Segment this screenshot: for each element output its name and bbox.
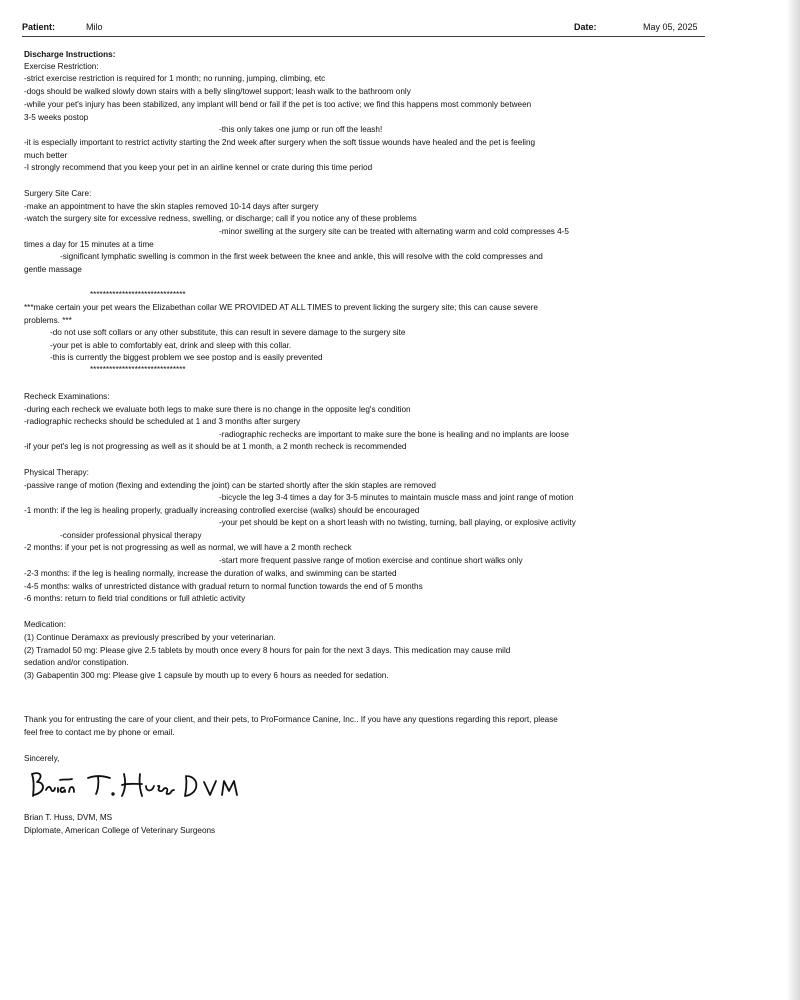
recheck-line: -radiographic rechecks should be scheduled at 1 and 3 months after surgery — [24, 417, 301, 426]
date-label: Date: — [574, 22, 597, 32]
exercise-heading: Exercise Restriction: — [24, 62, 99, 71]
closing-line: feel free to contact me by phone or email. — [24, 728, 175, 737]
therapy-line: -2-3 months: if the leg is healing normally, increase the duration of walks, and swimming can be started — [24, 569, 397, 578]
salutation: Sincerely, — [24, 754, 60, 763]
recheck-line: -if your pet's leg is not progressing as well as it should be at 1 month, a 2 month recheck is recommended — [24, 442, 407, 451]
stars-divider: ****************************** — [90, 290, 186, 299]
surgery-line: gentle massage — [24, 265, 82, 274]
exercise-line: much better — [24, 151, 68, 160]
exercise-line: -dogs should be walked slowly down stairs with a belly sling/towel support; leash walk to the bathroom only — [24, 87, 411, 96]
patient-name: Milo — [86, 22, 103, 32]
therapy-line: -bicycle the leg 3-4 times a day for 3-5 minutes to maintain muscle mass and joint range of motion — [219, 493, 574, 502]
stars-divider: ****************************** — [90, 365, 186, 374]
collar-line: ***make certain your pet wears the Elizabethan collar WE PROVIDED AT ALL TIMES to prevent licking the surgery site; this can cause severe — [24, 303, 538, 312]
doctor-credential: Diplomate, American College of Veterinary Surgeons — [24, 826, 216, 835]
patient-label: Patient: — [22, 22, 56, 32]
collar-line: -do not use soft collars or any other substitute, this can result in severe damage to the surgery site — [50, 328, 406, 337]
date-value: May 05, 2025 — [643, 22, 698, 32]
therapy-line: -4-5 months: walks of unrestricted distance with gradual return to normal function towards the end of 5 months — [24, 582, 423, 591]
surgery-line: -make an appointment to have the skin staples removed 10-14 days after surgery — [24, 202, 319, 211]
surgery-line: -significant lymphatic swelling is common in the first week between the knee and ankle, this will resolve with the cold compresses and — [60, 252, 543, 261]
therapy-heading: Physical Therapy: — [24, 468, 89, 477]
collar-line: -this is currently the biggest problem we see postop and is easily prevented — [50, 353, 323, 362]
therapy-line: -1 month: if the leg is healing properly, gradually increasing controlled exercise (walks) should be encouraged — [24, 506, 420, 515]
therapy-line: -start more frequent passive range of motion exercise and continue short walks only — [219, 556, 523, 565]
exercise-line: 3-5 weeks postop — [24, 113, 89, 122]
exercise-line: -I strongly recommend that you keep your pet in an airline kennel or crate during this time period — [24, 163, 373, 172]
closing-line: Thank you for entrusting the care of your client, and their pets, to ProFormance Canine, Inc.. If you have any questions regarding this report, please — [24, 715, 558, 724]
medication-heading: Medication: — [24, 620, 66, 629]
therapy-line: -consider professional physical therapy — [60, 531, 202, 540]
recheck-line: -radiographic rechecks are important to make sure the bone is healing and no implants are loose — [219, 430, 569, 439]
therapy-line: -2 months: if your pet is not progressing as well as normal, we will have a 2 month recheck — [24, 543, 352, 552]
exercise-line: -it is especially important to restrict activity starting the 2nd week after surgery when the soft tissue wounds have healed and the pet is feeling — [24, 138, 536, 147]
doctor-name: Brian T. Huss, DVM, MS — [24, 813, 113, 822]
recheck-line: -during each recheck we evaluate both legs to make sure there is no change in the opposite leg's condition — [24, 405, 411, 414]
header-divider — [22, 36, 705, 37]
document-title: Discharge Instructions: — [24, 50, 116, 59]
page-edge-shadow — [786, 0, 800, 1000]
surgery-heading: Surgery Site Care: — [24, 189, 92, 198]
signature — [28, 768, 248, 802]
therapy-line: -your pet should be kept on a short leash with no twisting, turning, ball playing, or explosive activity — [219, 518, 576, 527]
medication-line: (1) Continue Deramaxx as previously prescribed by your veterinarian. — [24, 633, 276, 642]
recheck-heading: Recheck Examinations: — [24, 392, 110, 401]
exercise-line: -this only takes one jump or run off the leash! — [219, 125, 383, 134]
medication-line: sedation and/or constipation. — [24, 658, 129, 667]
collar-line: -your pet is able to comfortably eat, drink and sleep with this collar. — [50, 341, 292, 350]
exercise-line: -while your pet's injury has been stabilized, any implant will bend or fail if the pet is too active; we find this happens most commonly between — [24, 100, 532, 109]
medication-line: (3) Gabapentin 300 mg: Please give 1 capsule by mouth up to every 6 hours as needed for sedation. — [24, 671, 389, 680]
surgery-line: -watch the surgery site for excessive redness, swelling, or discharge; call if you notice any of these problems — [24, 214, 417, 223]
collar-line: problems. *** — [24, 316, 72, 325]
therapy-line: -6 months: return to field trial conditions or full athletic activity — [24, 594, 246, 603]
surgery-line: -minor swelling at the surgery site can be treated with alternating warm and cold compresses 4-5 — [219, 227, 569, 236]
exercise-line: -strict exercise restriction is required for 1 month; no running, jumping, climbing, etc — [24, 74, 326, 83]
medication-line: (2) Tramadol 50 mg: Please give 2.5 tablets by mouth once every 8 hours for pain for the next 3 days. This medication may cause mild — [24, 646, 511, 655]
surgery-line: times a day for 15 minutes at a time — [24, 240, 154, 249]
therapy-line: -passive range of motion (flexing and extending the joint) can be started shortly after the skin staples are removed — [24, 481, 436, 490]
